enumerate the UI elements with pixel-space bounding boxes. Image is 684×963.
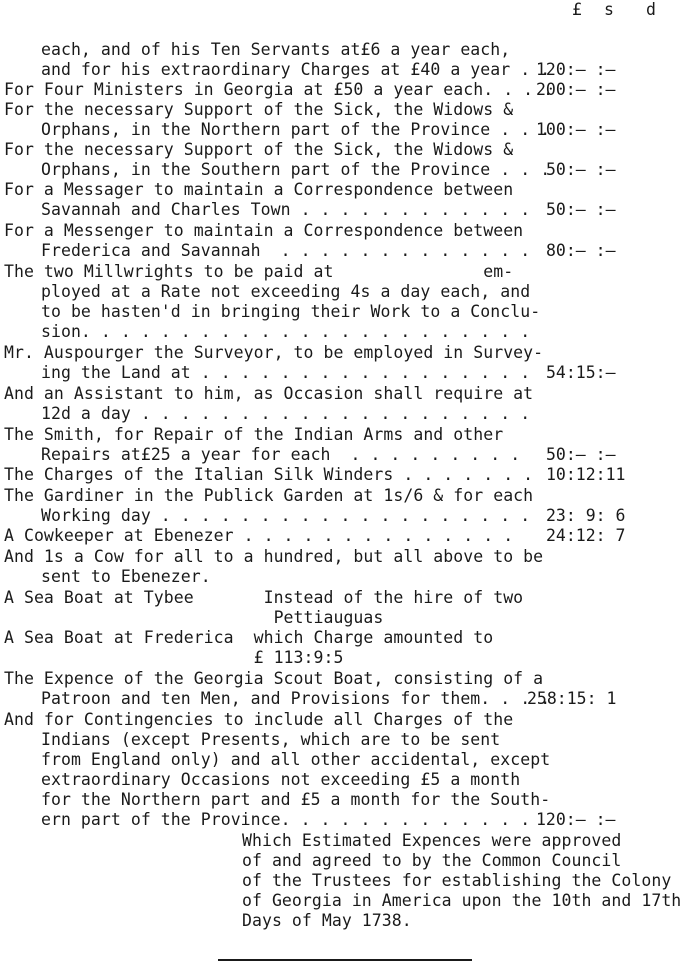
entry-line: Orphans, in the Northern part of the Province . . . bbox=[41, 120, 551, 139]
entry-line: A Cowkeeper at Ebenezer . . . . . . . . . . . . . . bbox=[4, 526, 514, 545]
entry-line: from England only) and all other accidental, except bbox=[41, 750, 551, 769]
entry-line: Savannah and Charles Town . . . . . . . . . . . . bbox=[41, 200, 531, 219]
entry-line: 12d a day . . . . . . . . . . . . . . . . . . . . bbox=[41, 404, 531, 423]
entry-line: For the necessary Support of the Sick, the Widows & bbox=[4, 100, 514, 119]
entry-line: The Expence of the Georgia Scout Boat, consisting of a bbox=[4, 669, 544, 688]
entry-amount: 23: 9: 6 bbox=[546, 506, 626, 525]
entry-amount: 258:15: 1 bbox=[527, 689, 617, 708]
entry-line: Mr. Auspourger the Surveyor, to be employed in Survey- bbox=[4, 343, 544, 362]
entry-line: And for Contingencies to include all Charges of the bbox=[4, 710, 514, 729]
entry-line: The Charges of the Italian Silk Winders . . . . . . . bbox=[4, 465, 534, 484]
entry-line: Patroon and ten Men, and Provisions for them. . . . bbox=[41, 689, 551, 708]
entry-line: And an Assistant to him, as Occasion shall require at bbox=[4, 384, 534, 403]
entry-line: sion. . . . . . . . . . . . . . . . . . . . . . . bbox=[41, 322, 531, 341]
entry-line: each, and of his Ten Servants at£6 a year each, bbox=[41, 40, 511, 59]
entry-line: A Sea Boat at Frederica which Charge amounted to bbox=[4, 628, 494, 647]
entry-line: ern part of the Province. . . . . . . . . . . . . bbox=[41, 810, 531, 829]
entry-amount: 200:– :– bbox=[536, 80, 616, 99]
entry-amount: 50:– :– bbox=[546, 200, 616, 219]
entry-line: The Smith, for Repair of the Indian Arms and other bbox=[4, 425, 504, 444]
entry-line: Working day . . . . . . . . . . . . . . . . . . . bbox=[41, 506, 531, 525]
entry-line: The two Millwrights to be paid at em- bbox=[4, 262, 514, 281]
entry-line: A Sea Boat at Tybee Instead of the hire of two bbox=[4, 588, 524, 607]
closing-line: of and agreed to by the Common Council bbox=[242, 851, 622, 870]
pence-column-header: d bbox=[646, 0, 656, 19]
entry-line: £ 113:9:5 bbox=[4, 648, 344, 667]
entry-amount: 120:– :– bbox=[536, 60, 616, 79]
entry-line: The Gardiner in the Publick Garden at 1s/6 & for each bbox=[4, 486, 534, 505]
entry-line: Orphans, in the Southern part of the Province . . . bbox=[41, 160, 551, 179]
entry-line: ing the Land at . . . . . . . . . . . . . . . . . bbox=[41, 363, 531, 382]
entry-amount: 120:– :– bbox=[536, 810, 616, 829]
closing-line: of the Trustees for establishing the Colony bbox=[242, 871, 672, 890]
entry-line: sent to Ebenezer. bbox=[41, 567, 211, 586]
entry-line: extraordinary Occasions not exceeding £5 a month bbox=[41, 770, 521, 789]
closing-line: of Georgia in America upon the 10th and 17th bbox=[242, 891, 682, 910]
entry-line: for the Northern part and £5 a month for the South- bbox=[41, 790, 551, 809]
entry-amount: 10:12:11 bbox=[546, 465, 626, 484]
entry-amount: 100:– :– bbox=[536, 120, 616, 139]
entry-line: and for his extraordinary Charges at £40 a year . . bbox=[41, 60, 551, 79]
entry-line: For the necessary Support of the Sick, the Widows & bbox=[4, 140, 514, 159]
shillings-column-header: s bbox=[604, 0, 614, 19]
entry-line: And 1s a Cow for all to a hundred, but all above to be bbox=[4, 547, 544, 566]
entry-line: Repairs at£25 a year for each . . . . . . . . . bbox=[41, 445, 521, 464]
entry-line: to be hasten'd in bringing their Work to a Conclu- bbox=[41, 302, 541, 321]
entry-line: Indians (except Presents, which are to be sent bbox=[41, 730, 501, 749]
entry-line: Pettiauguas bbox=[4, 608, 384, 627]
entry-amount: 50:– :– bbox=[546, 445, 616, 464]
entry-amount: 80:– :– bbox=[546, 241, 616, 260]
entry-line: ployed at a Rate not exceeding 4s a day each, and bbox=[41, 282, 531, 301]
closing-line: Which Estimated Expences were approved bbox=[242, 831, 622, 850]
entry-line: For a Messager to maintain a Correspondence between bbox=[4, 180, 514, 199]
pounds-column-header: £ bbox=[572, 0, 582, 19]
entry-amount: 24:12: 7 bbox=[546, 526, 626, 545]
entry-amount: 54:15:– bbox=[546, 363, 616, 382]
closing-line: Days of May 1738. bbox=[242, 911, 412, 930]
bottom-rule-divider bbox=[218, 959, 472, 961]
entry-line: For Four Ministers in Georgia at £50 a year each. . . . bbox=[4, 80, 554, 99]
entry-amount: 50:– :– bbox=[546, 160, 616, 179]
entry-line: For a Messenger to maintain a Correspondence between bbox=[4, 221, 524, 240]
entry-line: Frederica and Savannah . . . . . . . . . . . . . bbox=[41, 241, 531, 260]
